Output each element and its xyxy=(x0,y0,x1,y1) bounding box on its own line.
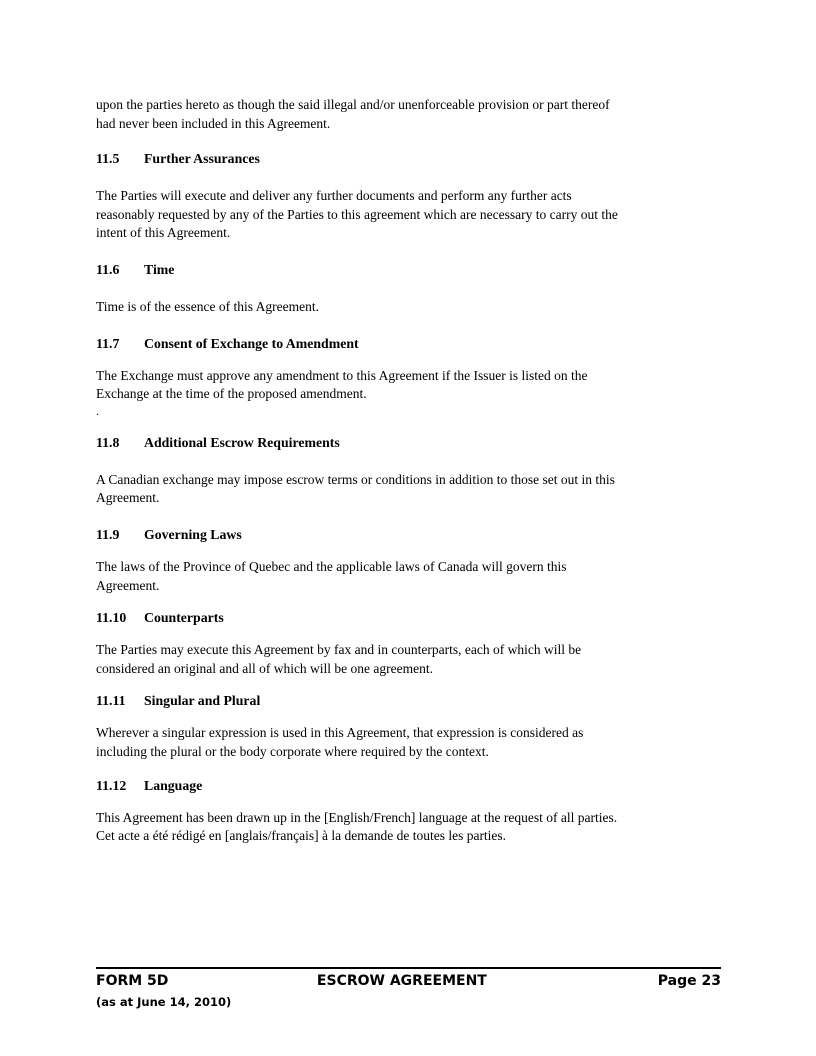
section-heading xyxy=(96,434,720,452)
section-11-8 xyxy=(96,434,720,508)
section-number: 11.10 xyxy=(96,610,127,626)
section-title: Additional Escrow Requirements xyxy=(144,434,340,450)
section-number: 11.7 xyxy=(96,335,120,351)
section-heading xyxy=(96,335,720,353)
section-11-11 xyxy=(96,692,720,761)
section-heading xyxy=(96,609,720,627)
section-text: The laws of the Province of Quebec and the applicable laws of Canada will govern this Agreement. xyxy=(96,558,567,593)
section-11-6 xyxy=(96,261,720,317)
section-title: Counterparts xyxy=(144,610,224,626)
section-number: 11.6 xyxy=(96,261,120,277)
footer-document-title: ESCROW AGREEMENT xyxy=(316,973,487,989)
section-text: Time is of the essence of this Agreement. xyxy=(96,298,319,314)
footer-row xyxy=(96,972,721,990)
intro-paragraph: upon the parties hereto as though the said illegal and/or unenforceable provision or part thereof had never been included in this Agreement. xyxy=(96,97,610,131)
section-heading xyxy=(96,692,720,710)
section-number: 11.8 xyxy=(96,434,120,450)
section-title: Further Assurances xyxy=(144,151,260,167)
document-page xyxy=(96,96,720,846)
section-11-5 xyxy=(96,150,720,243)
footer-form-label: FORM 5D xyxy=(96,973,169,989)
page-footer xyxy=(96,972,721,1010)
footer-date: (as at June 14, 2010) xyxy=(96,995,232,1009)
section-11-12 xyxy=(96,777,720,846)
section-title: Singular and Plural xyxy=(144,693,261,709)
section-heading xyxy=(96,526,720,544)
section-heading xyxy=(96,261,720,279)
section-heading xyxy=(96,150,720,168)
footer-divider xyxy=(96,967,721,969)
section-number: 11.9 xyxy=(96,526,120,542)
footer-page-number: Page 23 xyxy=(657,973,721,989)
section-number: 11.11 xyxy=(96,693,126,709)
section-text: The Exchange must approve any amendment to this Agreement if the Issuer is listed on the Exchange at the time of the proposed amendment. xyxy=(96,367,588,402)
section-text: The Parties may execute this Agreement by fax and in counterparts, each of which will be considered an original and all of which will be one agreement. xyxy=(96,642,582,676)
section-text: A Canadian exchange may impose escrow terms or conditions in addition to those set out in this Agreement. xyxy=(96,471,615,506)
section-title: Consent of Exchange to Amendment xyxy=(144,335,359,351)
section-title: Language xyxy=(144,777,203,793)
section-text: This Agreement has been drawn up in the [English/French] language at the request of all parties. Cet acte a été rédigé en [anglais/français] à la demande de toutes les parties. xyxy=(96,809,618,844)
section-text: Wherever a singular expression is used in this Agreement, that expression is considered as including the plural or the body corporate where required by the context. xyxy=(96,725,584,759)
section-11-7 xyxy=(96,335,720,418)
section-number: 11.5 xyxy=(96,151,120,167)
section-text: The Parties will execute and deliver any further documents and perform any further acts reasonably requested by any of the Parties to this agreement which are necessary to carry out the intent of this Agreement. xyxy=(96,188,618,241)
section-number: 11.12 xyxy=(96,777,127,793)
section-11-10 xyxy=(96,609,720,678)
section-11-9 xyxy=(96,526,720,595)
section-title: Governing Laws xyxy=(144,526,242,542)
section-heading xyxy=(96,777,720,795)
stray-period: . xyxy=(96,403,99,418)
section-title: Time xyxy=(144,261,175,277)
